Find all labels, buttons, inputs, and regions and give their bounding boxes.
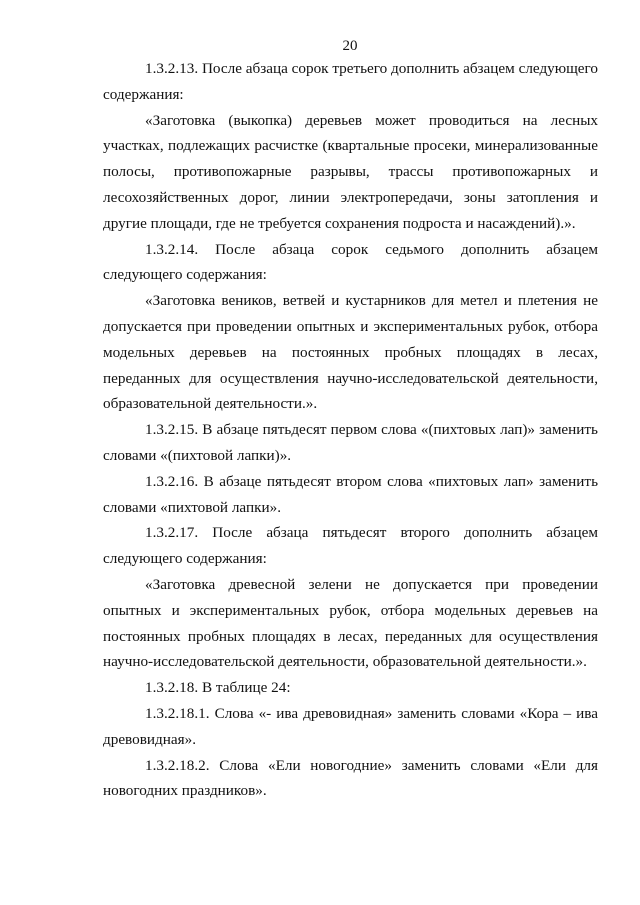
paragraph-1-3-2-18-2: 1.3.2.18.2. Слова «Ели новогодние» заменить словами «Ели для новогодних праздников». [103,756,598,800]
quoted-paragraph-tree-harvesting: «Заготовка (выкопка) деревьев может проводиться на лесных участках, подлежащих расчистке (квартальные просеки, минерализованные полосы, противопожарные разрывы, трассы противопожарных и лесохозяйственных дорог, линии электропередачи, зоны затопления и другие площади, где не требуется сохранения подроста и насаждений).». [103,111,598,232]
paragraph-1-3-2-17: 1.3.2.17. После абзаца пятьдесят второго дополнить абзацем следующего содержания: [103,524,598,568]
quoted-paragraph-brooms-branches: «Заготовка веников, ветвей и кустарников для метел и плетения не допускается при проведении опытных и экспериментальных рубок, отбора модельных деревьев на постоянных пробных площадях в лесах, переданных для осуществления научно-исследовательской деятельности, образовательной деятельности.». [103,292,598,413]
quoted-paragraph-greenery: «Заготовка древесной зелени не допускается при проведении опытных и экспериментальных рубок, отбора модельных деревьев на постоянных пробных площадях в лесах, переданных для осуществления научно-исследовательской деятельности, образовательной деятельности.». [103,575,598,671]
paragraph-1-3-2-13: 1.3.2.13. После абзаца сорок третьего дополнить абзацем следующего содержания: [103,60,598,103]
paragraph-1-3-2-18-1: 1.3.2.18.1. Слова «- ива древовидная» заменить словами «Кора – ива древовидная». [103,704,598,748]
paragraph-1-3-2-18: 1.3.2.18. В таблице 24: [145,679,291,697]
document-body [103,56,598,804]
paragraph-1-3-2-14: 1.3.2.14. После абзаца сорок седьмого дополнить абзацем следующего содержания: [103,240,598,284]
paragraph-1-3-2-16: 1.3.2.16. В абзаце пятьдесят втором слова «пихтовых лап» заменить словами «пихтовой лапки». [103,472,598,516]
page-number: 20 [342,38,358,54]
paragraph-1-3-2-15: 1.3.2.15. В абзаце пятьдесят первом слова «(пихтовых лап)» заменить словами «(пихтовой лапки)». [103,421,598,464]
